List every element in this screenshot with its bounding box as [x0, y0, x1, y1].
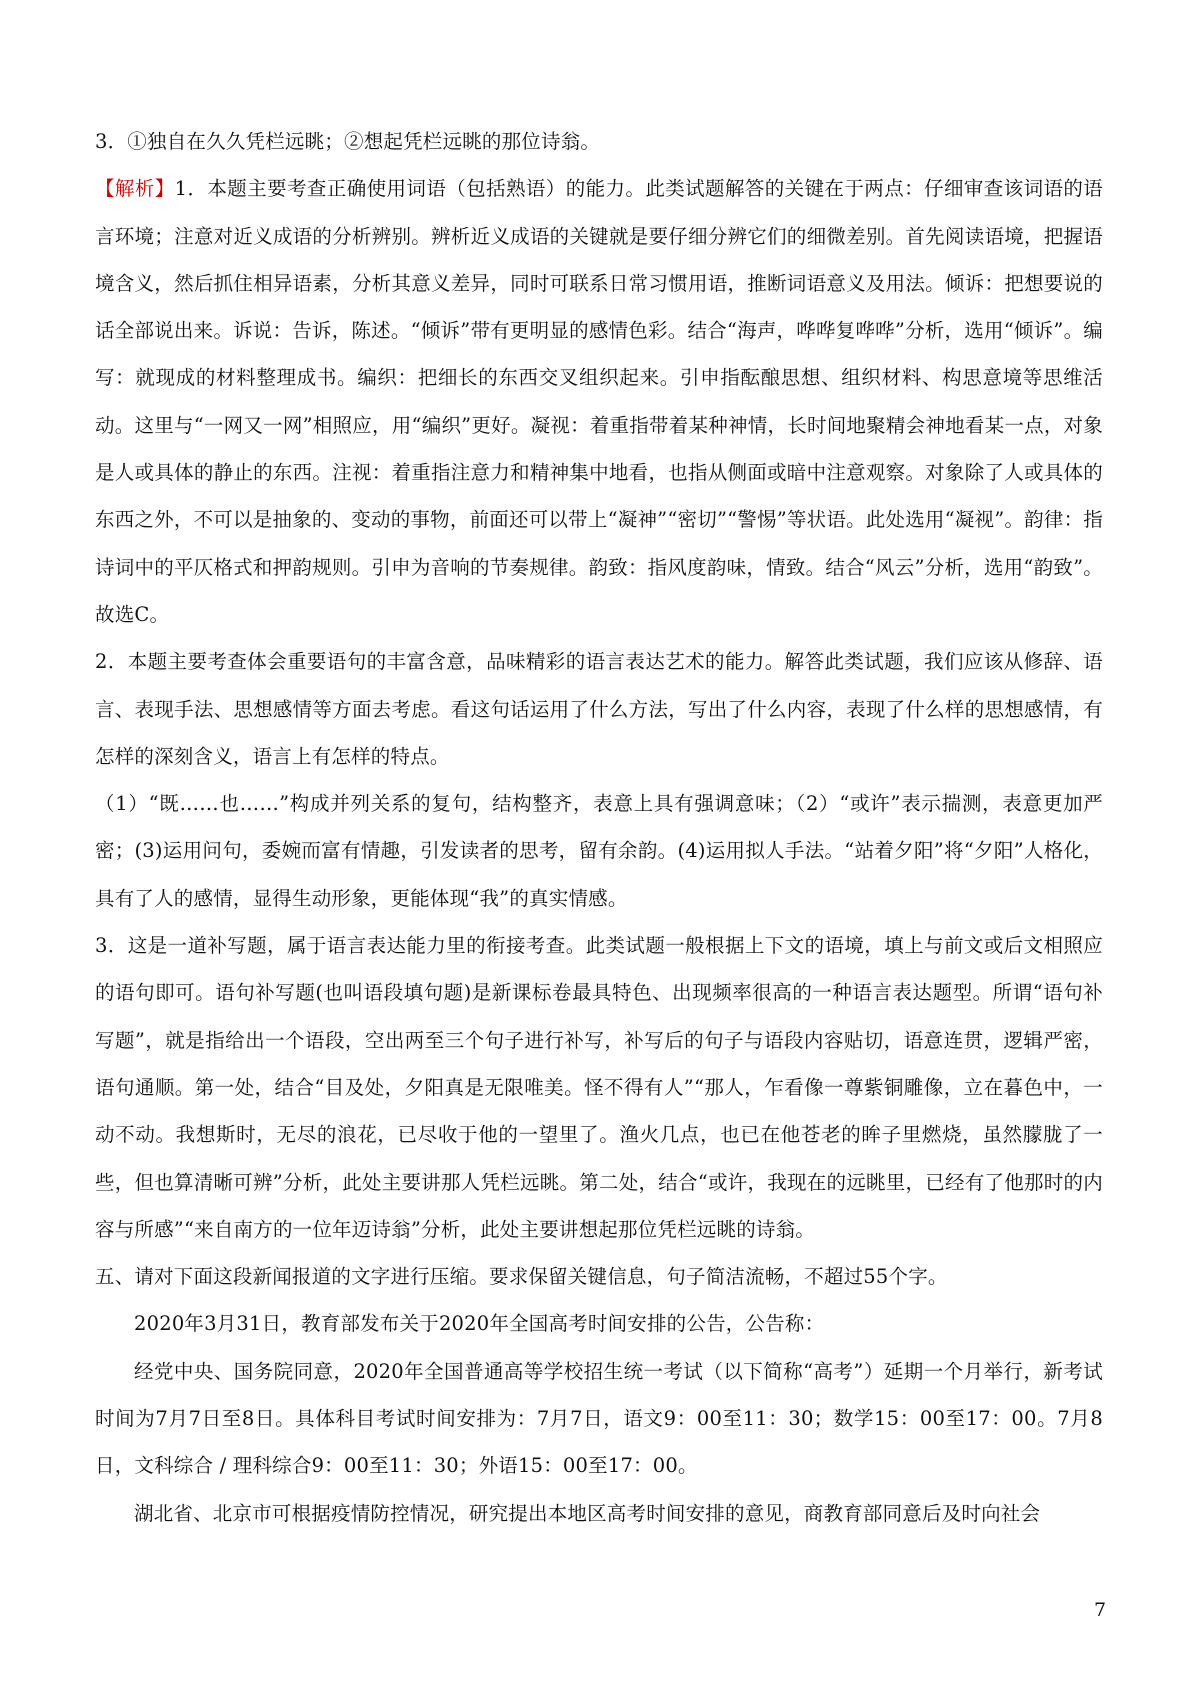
- page-content: [95, 118, 1103, 1537]
- analysis-3-paragraph: 3．这是一道补写题，属于语言表达能力里的衔接考查。此类试题一般根据上下文的语境，填上与前文或后文相照应的语句即可。语句补写题(也叫语段填句题)是新课标卷最具特色、出现频率很高的一种语言表达题型。所谓“语句补写题”，就是指给出一个语段，空出两至三个句子进行补写，补写后的句子与语段内容贴切，语意连贯，逻辑严密，语句通顺。第一处，结合“目及处，夕阳真是无限唯美。怪不得有人”“那人，乍看像一尊紫铜雕像，立在暮色中，一动不动。我想斯时，无尽的浪花，已尽收于他的一望里了。渔火几点，也已在他苍老的眸子里燃烧，虽然朦胧了一些，但也算清晰可辨”分析，此处主要讲那人凭栏远眺。第二处，结合“或许，我现在的远眺里，已经有了他那时的内容与所感”“来自南方的一位年迈诗翁”分析，此处主要讲想起那位凭栏远眺的诗翁。: [95, 934, 1103, 1241]
- news-paragraph-1: 2020年3月31日，教育部发布关于2020年全国高考时间安排的公告，公告称：: [134, 1312, 825, 1336]
- analysis-1-text: 1．本题主要考查正确使用词语（包括熟语）的能力。此类试题解答的关键在于两点：仔细审查该词语的语言环境；注意对近义成语的分析辨别。辨析近义成语的关键就是要仔细分辨它们的细微差别。首先阅读语境，把握语境含义，然后抓住相异语素，分析其意义差异，同时可联系日常习惯用语，推断词语意义及用法。倾诉：把想要说的话全部说出来。诉说：告诉，陈述。“倾诉”带有更明显的感情色彩。结合“海声，哗哗复哗哗”分析，选用“倾诉”。编写：就现成的材料整理成书。编织：把细长的东西交叉组织起来。引申指酝酿思想、组织材料、构思意境等思维活动。这里与“一网又一网”相照应，用“编织”更好。凝视：着重指带着某种神情，长时间地聚精会神地看某一点，对象是人或具体的静止的东西。注视：着重指注意力和精神集中地看，也指从侧面或暗中注意观察。对象除了人或具体的东西之外，不可以是抽象的、变动的事物，前面还可以带上“凝神”“密切”“警惕”等状语。此处选用“凝视”。韵律：指诗词中的平仄格式和押韵规则。引申为音响的节奏规律。韵致：指风度韵味，情致。结合“风云”分析，选用“韵致”。故选C。: [95, 177, 1103, 626]
- question-5-paragraph: 五、请对下面这段新闻报道的文字进行压缩。要求保留关键信息，句子简洁流畅，不超过55个字。: [95, 1265, 948, 1289]
- news-paragraph-3: 湖北省、北京市可根据疫情防控情况，研究提出本地区高考时间安排的意见，商教育部同意后及时向社会: [134, 1501, 1041, 1525]
- analysis-1-paragraph: [95, 165, 1103, 638]
- analysis-2-detail-paragraph: （1）“既……也……”构成并列关系的复句，结构整齐，表意上具有强调意味；（2）“或许”表示揣测，表意更加严密；(3)运用问句，委婉而富有情趣，引发读者的思考，留有余韵。(4)运用拟人手法。“站着夕阳”将“夕阳”人格化，具有了人的感情，显得生动形象，更能体现“我”的真实情感。: [95, 792, 1103, 910]
- page-number: 7: [1094, 1599, 1107, 1621]
- answer-3-paragraph: 3．①独自在久久凭栏远眺；②想起凭栏远眺的那位诗翁。: [95, 130, 601, 153]
- news-paragraph-2: 经党中央、国务院同意，2020年全国普通高等学校招生统一考试（以下简称“高考”）延期一个月举行，新考试时间为7月7日至8日。具体科目考试时间安排为：7月7日，语文9：00至11：30；数学15：00至17：00。7月8日，文科综合 / 理科综合9：00至11：30；外语15：00至17：00。: [95, 1359, 1103, 1478]
- analysis-tag: 【解析】: [95, 177, 175, 201]
- analysis-2-paragraph: 2．本题主要考查体会重要语句的丰富含意，品味精彩的语言表达艺术的能力。解答此类试题，我们应该从修辞、语言、表现手法、思想感情等方面去考虑。看这句话运用了什么方法，写出了什么内容，表现了什么样的思想感情，有怎样的深刻含义，语言上有怎样的特点。: [95, 650, 1103, 768]
